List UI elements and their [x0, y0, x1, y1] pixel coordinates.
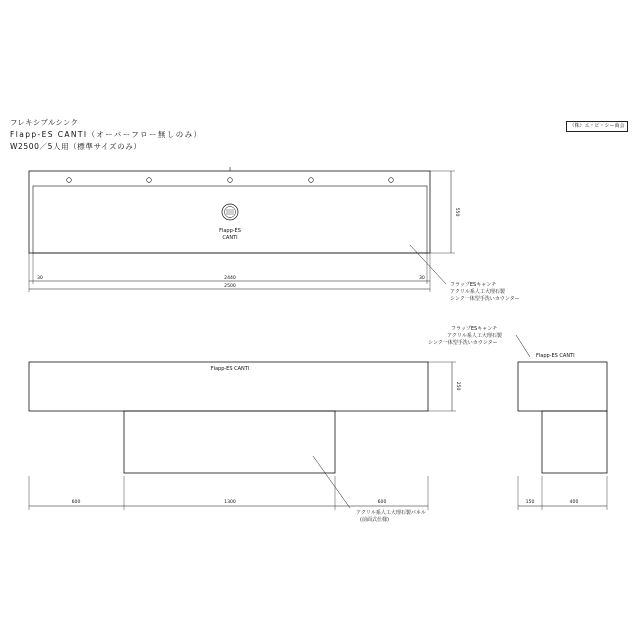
title-line-2: Flapp-ES CANTI（オーバーフロー無しのみ）: [10, 130, 203, 139]
dim-left-margin: 30: [37, 276, 43, 281]
top-view: [29, 167, 520, 302]
panel-callout-2: (前面式仕様): [360, 517, 389, 523]
front-panel: [124, 411, 335, 473]
panel-callout-1: アクリル系人工大理石製パネル: [356, 510, 426, 516]
dim-counter-height: 250: [455, 381, 460, 391]
dim-inner-width: 2440: [224, 276, 236, 281]
dim-right-margin: 30: [419, 276, 425, 281]
title-line-1: フレキシブルシンク: [10, 118, 79, 127]
side-support: [542, 411, 607, 473]
dim-depth: 550: [454, 207, 459, 217]
callout-top-3: シンク一体型手洗いカウンター: [450, 296, 520, 302]
panel-callout-leader: [313, 456, 350, 508]
side-view: [428, 326, 607, 510]
front-view: [29, 362, 461, 523]
logo-text-1: Flapp-ES: [219, 228, 241, 234]
dim-front-center: 1300: [224, 500, 236, 505]
faucet-hole: [228, 178, 233, 183]
logo-text-2: CANTI: [222, 235, 238, 241]
faucet-hole: [147, 178, 152, 183]
drain-icon: [222, 204, 238, 220]
counter-side: [518, 362, 607, 411]
dim-side-right: 400: [569, 500, 579, 505]
faucet-hole: [389, 178, 394, 183]
callout-top-2: アクリル系人工大理石製: [450, 289, 505, 295]
callout-leader: [410, 245, 446, 284]
callout-top-1: フラップESキャンチ: [450, 282, 497, 288]
dim-front-left: 600: [71, 500, 81, 505]
side-callout-leader: [516, 335, 530, 357]
dim-side-left: 150: [525, 500, 535, 505]
faucet-hole: [67, 178, 72, 183]
dim-total-width: 2500: [224, 284, 236, 289]
company-stamp: （株）エ・ビ・シー商会: [566, 121, 628, 132]
faucet-hole: [309, 178, 314, 183]
callout-side-1: フラップESキャンチ: [451, 326, 498, 332]
callout-side-3: シンク一体型手洗いカウンター: [428, 340, 498, 346]
side-label: Flapp-ES CANTI: [536, 353, 575, 359]
title-line-3: W2500／5人用（標準サイズのみ）: [10, 142, 142, 151]
front-label: Flapp-ES CANTI: [210, 366, 250, 372]
bowl-outline: [33, 186, 427, 253]
callout-side-2: アクリル系人工大理石製: [447, 333, 502, 339]
dim-front-right: 600: [377, 500, 387, 505]
